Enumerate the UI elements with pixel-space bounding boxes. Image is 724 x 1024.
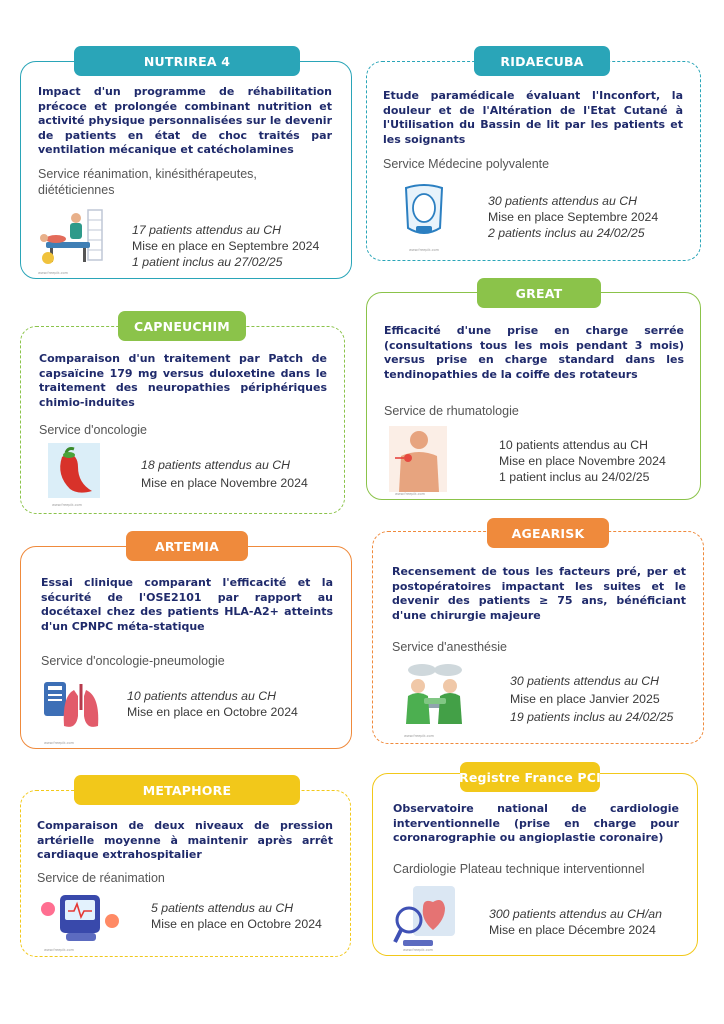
study-stats-ridaecuba bbox=[488, 193, 658, 241]
shoulder-pain-icon bbox=[389, 426, 447, 492]
surgery-team-icon bbox=[398, 662, 470, 730]
study-service-artemia: Service d'oncologie-pneumologie bbox=[41, 654, 225, 668]
study-stats-metaphore bbox=[151, 900, 322, 932]
stat-expected: 30 patients attendus au CH bbox=[510, 674, 660, 688]
study-stats-capneuchim bbox=[141, 457, 308, 491]
study-stats-registre bbox=[489, 906, 662, 938]
bedpan-icon bbox=[396, 182, 452, 238]
chili-pepper-icon bbox=[48, 443, 100, 498]
study-tag-great: GREAT bbox=[477, 278, 601, 308]
stat-expected: 10 patients attendus au CH bbox=[499, 438, 649, 452]
study-title-artemia: Essai clinique comparant l'efficacité et la sécurité de l'OSE2101 par rapport au docétaxel chez des patients HLA-A2+ atteints d'un CPNPC méta-statique bbox=[41, 576, 333, 633]
credit-artemia: www.freepik.com bbox=[44, 741, 75, 745]
stat-setup: Mise en place Septembre 2024 bbox=[488, 210, 659, 224]
study-service-agearisk: Service d'anesthésie bbox=[392, 640, 507, 654]
study-tag-ridaecuba: RIDAECUBA bbox=[474, 46, 610, 76]
study-stats-artemia bbox=[127, 688, 298, 720]
stat-included: 1 patient inclus au 27/02/25 bbox=[132, 255, 283, 269]
stat-setup: Mise en place Novembre 2024 bbox=[499, 454, 666, 468]
stat-expected: 10 patients attendus au CH bbox=[127, 689, 277, 703]
physiotherapy-icon bbox=[36, 206, 108, 268]
study-service-great: Service de rhumatologie bbox=[384, 404, 519, 418]
study-title-nutrirea: Impact d'un programme de réhabilitation précoce et prolongée combinant nutrition et activité physique personnalisées sur le devenir de patients en état de choc traités par ventilation mécanique et catécholamines bbox=[38, 85, 332, 157]
study-title-registre: Observatoire national de cardiologie interventionnelle (prise en charge pour coronarographie ou angioplastie coronaire) bbox=[393, 802, 679, 845]
stat-setup: Mise en place Novembre 2024 bbox=[141, 476, 308, 490]
study-service-ridaecuba: Service Médecine polyvalente bbox=[383, 157, 550, 171]
stat-expected: 300 patients attendus au CH/an bbox=[489, 907, 662, 921]
lungs-icon bbox=[40, 676, 110, 738]
stat-expected: 18 patients attendus au CH bbox=[141, 458, 291, 472]
study-title-ridaecuba: Etude paramédicale évaluant l'Inconfort, la douleur et de l'Altération de l'Etat Cutané à l'Utilisation du Bassin de lit par les patients et les soignants bbox=[383, 89, 683, 146]
study-title-capneuchim: Comparaison d'un traitement par Patch de capsaïcine 179 mg versus duloxetine dans le traitement des neuropathies périphériques chimio-induites bbox=[39, 352, 327, 409]
stat-included: 19 patients inclus au 24/02/25 bbox=[510, 710, 674, 724]
study-service-capneuchim: Service d'oncologie bbox=[39, 423, 148, 437]
stat-setup: Mise en place Décembre 2024 bbox=[489, 923, 656, 937]
study-service-registre: Cardiologie Plateau technique interventionnel bbox=[393, 862, 645, 876]
stat-included: 1 patient inclus au 24/02/25 bbox=[499, 470, 650, 484]
study-tag-agearisk: AGEARISK bbox=[487, 518, 609, 548]
stat-included: 2 patients inclus au 24/02/25 bbox=[488, 226, 645, 240]
study-service-metaphore: Service de réanimation bbox=[37, 871, 165, 885]
study-tag-registre: Registre France PCI bbox=[460, 762, 600, 792]
blood-pressure-icon bbox=[38, 893, 122, 945]
study-title-agearisk: Recensement de tous les facteurs pré, per et postopératoires impactant les suites et le devenir des patients ≥ 75 ans, bénéficiant d'une chirurgie majeure bbox=[392, 565, 686, 622]
stat-expected: 5 patients attendus au CH bbox=[151, 901, 294, 915]
stat-setup: Mise en place Janvier 2025 bbox=[510, 692, 660, 706]
study-stats-nutrirea bbox=[132, 222, 319, 270]
credit-nutrirea: www.freepik.com bbox=[38, 271, 69, 275]
study-tag-capneuchim: CAPNEUCHIM bbox=[118, 311, 246, 341]
stat-setup: Mise en place en Octobre 2024 bbox=[127, 705, 298, 719]
heart-scan-icon bbox=[393, 880, 469, 950]
credit-great: www.freepik.com bbox=[395, 492, 426, 496]
credit-metaphore: www.freepik.com bbox=[44, 948, 75, 952]
study-stats-great bbox=[499, 437, 666, 485]
study-tag-nutrirea: NUTRIREA 4 bbox=[74, 46, 300, 76]
stat-expected: 30 patients attendus au CH bbox=[488, 194, 638, 208]
credit-registre: www.freepik.com bbox=[403, 948, 434, 952]
study-tag-metaphore: METAPHORE bbox=[74, 775, 300, 805]
study-tag-artemia: ARTEMIA bbox=[126, 531, 248, 561]
credit-ridaecuba: www.freepik.com bbox=[409, 248, 440, 252]
credit-capneuchim: www.freepik.com bbox=[52, 503, 83, 507]
study-title-great: Efficacité d'une prise en charge serrée (consultations tous les mois pendant 3 mois) versus prise en charge standard dans les tendinopathies de la coiffe des rotateurs bbox=[384, 324, 684, 381]
study-stats-agearisk bbox=[510, 673, 673, 725]
stat-setup: Mise en place en Septembre 2024 bbox=[132, 239, 320, 253]
study-title-metaphore: Comparaison de deux niveaux de pression artérielle moyenne à maintenir après arrêt cardiaque extrahospitalier bbox=[37, 819, 333, 862]
credit-agearisk: www.freepik.com bbox=[404, 734, 435, 738]
study-service-nutrirea: Service réanimation, kinésithérapeutes, diététiciennes bbox=[38, 167, 257, 197]
stat-setup: Mise en place en Octobre 2024 bbox=[151, 917, 322, 931]
stat-expected: 17 patients attendus au CH bbox=[132, 223, 282, 237]
